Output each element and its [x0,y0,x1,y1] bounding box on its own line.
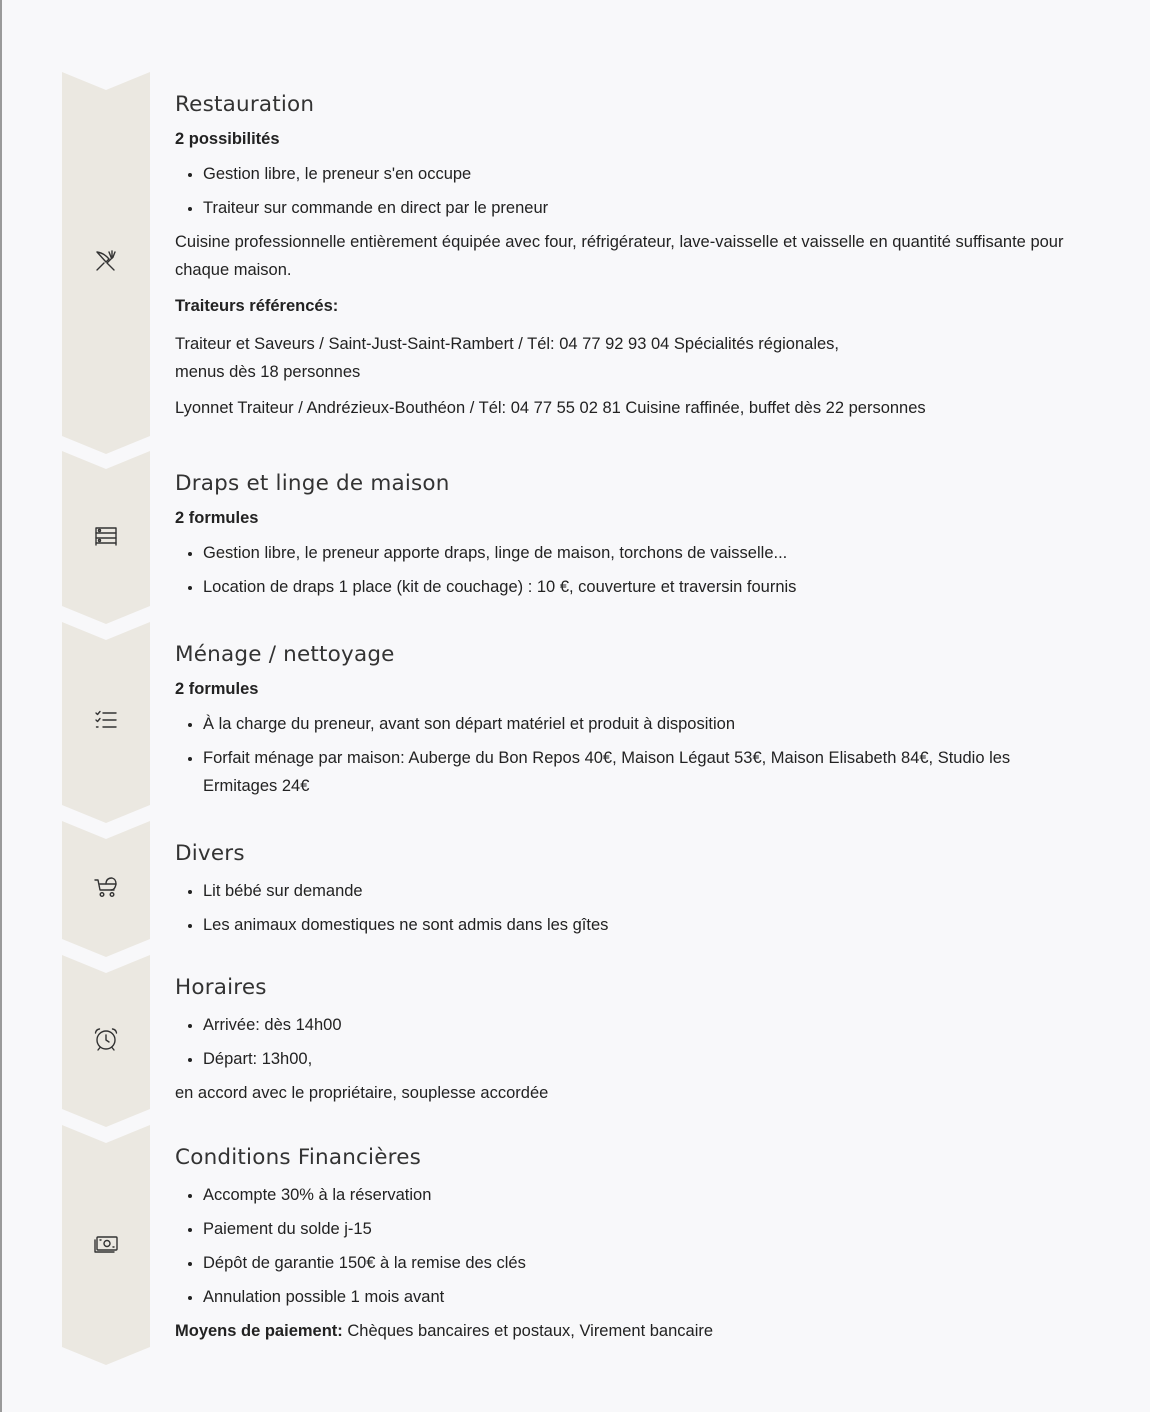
options-list [175,710,1075,800]
section-subtitle: 2 formules [175,509,259,527]
payment-label: Moyens de paiement: [175,1322,343,1340]
list-item: • Gestion libre, le preneur apporte draps, linge de maison, torchons de vaisselle... [203,539,1075,567]
payment-methods [175,1317,1075,1345]
list-item: • Forfait ménage par maison: Auberge du Bon Repos 40€, Maison Légaut 53€, Maison Elisabeth 84€, Studio les Ermitages 24€ [203,744,1075,800]
chevron-marker [62,1125,150,1365]
checklist-icon [92,706,120,739]
schedule-note: en accord avec le propriétaire, souplesse accordée [175,1084,549,1102]
caterers-heading: Traiteurs référencés: [175,297,339,315]
caterer-entry: Lyonnet Traiteur / Andrézieux-Bouthéon / Tél: 04 77 55 02 81 Cuisine raffinée, buffet dès 22 personnes [175,399,926,417]
section-draps [2,451,1150,624]
options-list [175,539,1075,601]
chevron-marker [62,451,150,624]
list-item: • Dépôt de garantie 150€ à la remise des clés [203,1249,1075,1277]
options-list [175,877,1075,939]
list-item: • Gestion libre, le preneur s'en occupe [203,160,1075,188]
section-title: Divers [175,841,245,866]
options-list [175,1011,1075,1073]
section-conditions-financieres [2,1125,1150,1365]
alarm-clock-icon [92,1025,120,1058]
section-subtitle: 2 formules [175,680,259,698]
chevron-marker [62,955,150,1127]
payment-value: Chèques bancaires et postaux, Virement bancaire [342,1322,714,1340]
list-item: • Location de draps 1 place (kit de couchage) : 10 €, couverture et traversin fournis [203,573,1075,601]
section-title: Conditions Financières [175,1145,422,1170]
section-menage [2,622,1150,823]
list-item: • À la charge du preneur, avant son départ matériel et produit à disposition [203,710,1075,738]
list-item: • Lit bébé sur demande [203,877,1075,905]
section-title: Restauration [175,92,315,117]
chevron-marker [62,72,150,454]
list-item: • Traiteur sur commande en direct par le preneur [203,194,1075,222]
baby-stroller-icon [92,873,120,906]
list-item: • Paiement du solde j-15 [203,1215,1075,1243]
bed-icon [92,521,120,554]
caterer-line: Traiteur et Saveurs / Saint-Just-Saint-Rambert / Tél: 04 77 92 93 04 Spécialités régionales, [175,335,840,353]
chevron-marker [62,821,150,957]
section-title: Ménage / nettoyage [175,642,395,667]
section-restauration [2,72,1150,454]
list-item: • Départ: 13h00, [203,1045,1075,1073]
caterer-line: menus dès 18 personnes [175,363,361,381]
list-item: • Les animaux domestiques ne sont admis dans les gîtes [203,911,1075,939]
options-list [175,1181,1075,1311]
section-divers [2,821,1150,957]
money-icon [92,1229,120,1262]
chevron-marker [62,622,150,823]
section-title: Draps et linge de maison [175,471,450,496]
caterer-entry [175,330,1075,386]
options-list [175,160,1075,222]
kitchen-description: Cuisine professionnelle entièrement équipée avec four, réfrigérateur, lave-vaisselle et vaisselle en quantité suffisante pour chaque maison. [175,233,1064,279]
list-item: • Arrivée: dès 14h00 [203,1011,1075,1039]
section-subtitle: 2 possibilités [175,130,280,148]
cutlery-icon [92,247,120,280]
section-horaires [2,955,1150,1127]
list-item: • Accompte 30% à la réservation [203,1181,1075,1209]
list-item: • Annulation possible 1 mois avant [203,1283,1075,1311]
services-page [2,0,1150,1412]
section-title: Horaires [175,975,267,1000]
